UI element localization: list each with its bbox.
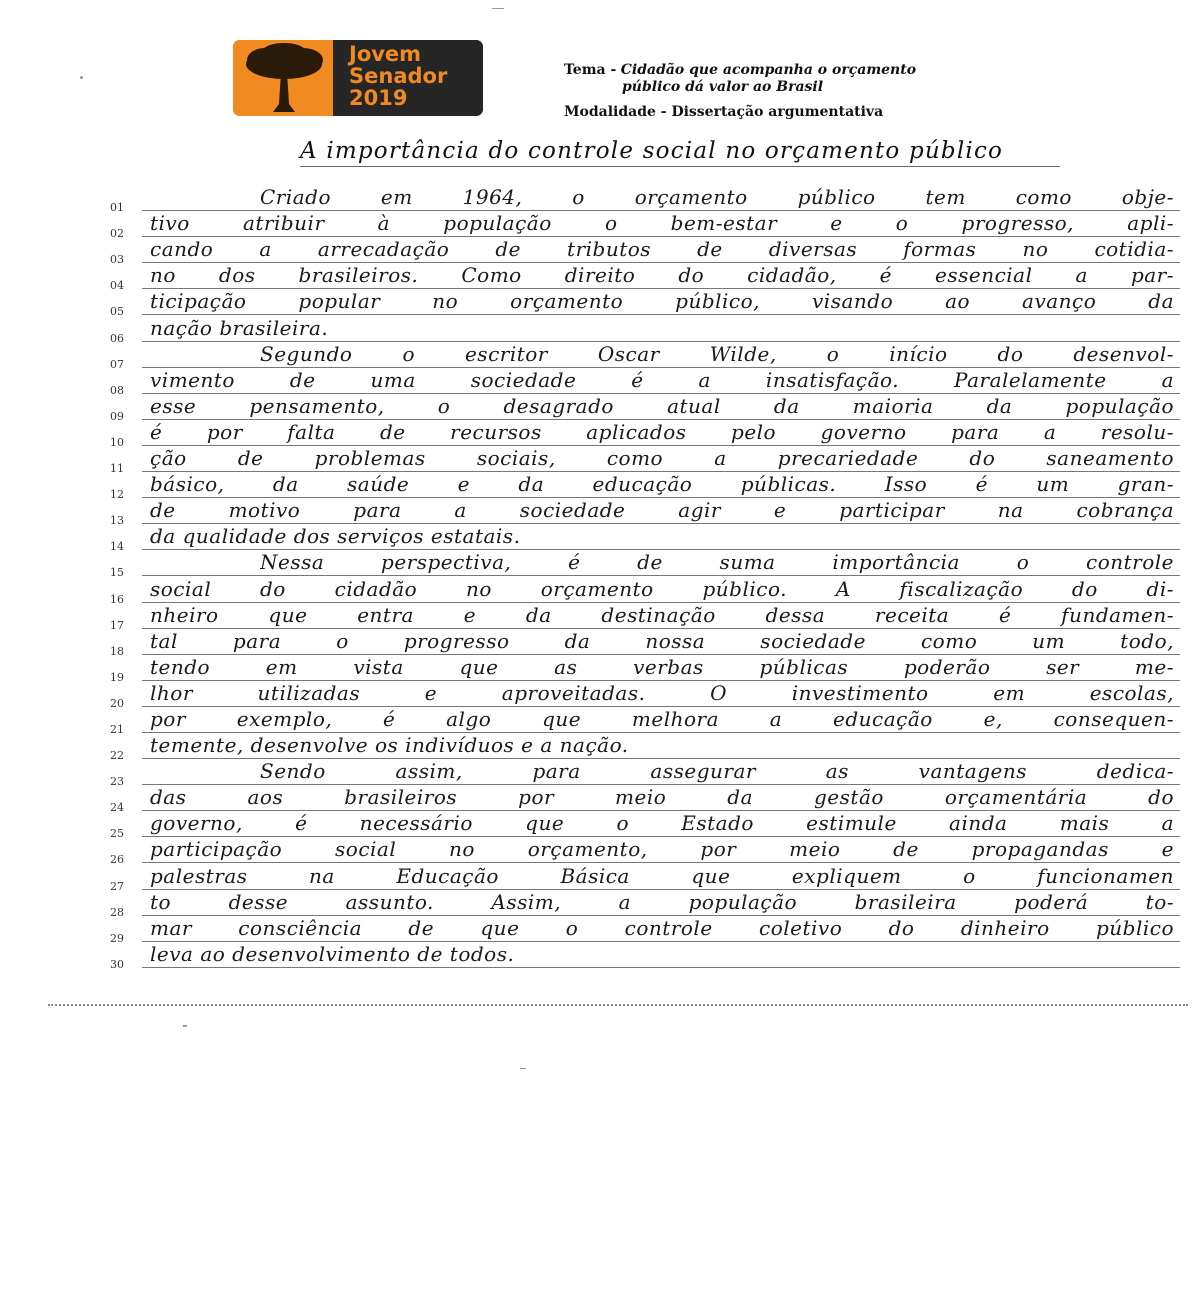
handwritten-text: lhor utilizadas e aproveitadas. O investimento em escolas, — [150, 680, 1174, 705]
handwritten-text: nação brasileira. — [150, 315, 329, 340]
line-number: 10 — [110, 435, 124, 449]
essay-line — [110, 889, 1180, 919]
handwritten-text: cando a arrecadação de tributos de diversas formas no cotidia- — [150, 237, 1174, 262]
line-number: 17 — [110, 618, 124, 632]
essay-line — [110, 211, 1180, 241]
essay-line — [110, 759, 1180, 789]
line-number: 30 — [110, 957, 124, 971]
handwritten-text: vimento de uma sociedade é a insatisfação. Paralelamente a — [150, 367, 1174, 392]
essay-line — [110, 393, 1180, 423]
essay-line — [110, 915, 1180, 945]
handwritten-text: básico, da saúde e da educação públicas. Isso é um gran- — [150, 472, 1174, 497]
essay-line — [110, 498, 1180, 528]
jovem-senador-logo — [233, 40, 483, 116]
line-number: 29 — [110, 931, 124, 945]
handwritten-text: Criado em 1964, o orçamento público tem como obje- — [260, 185, 1174, 210]
handwritten-text: Sendo assim, para assegurar as vantagens dedica- — [260, 759, 1174, 784]
essay-line — [110, 472, 1180, 502]
tema-text-2: público dá valor ao Brasil — [622, 79, 824, 95]
essay-line — [110, 811, 1180, 841]
essay-line — [110, 628, 1180, 658]
line-number: 25 — [110, 827, 124, 841]
tema-header — [564, 62, 916, 79]
line-number: 23 — [110, 775, 124, 789]
handwritten-text: Nessa perspectiva, é de suma importância o controle — [260, 550, 1174, 575]
handwritten-text: das aos brasileiros por meio da gestão orçamentária do — [150, 785, 1174, 810]
tree-icon — [241, 42, 327, 114]
handwritten-text: é por falta de recursos aplicados pelo governo para a resolu- — [150, 419, 1174, 444]
essay-line — [110, 419, 1180, 449]
line-number: 27 — [110, 879, 124, 893]
line-number: 12 — [110, 488, 124, 502]
handwritten-text: ção de problemas sociais, como a precariedade do saneamento — [150, 446, 1174, 471]
line-number: 16 — [110, 592, 124, 606]
logo-line-1: Jovem — [349, 42, 422, 66]
essay-line — [110, 524, 1180, 554]
essay-line — [110, 654, 1180, 684]
handwritten-text: Segundo o escritor Oscar Wilde, o início do desenvol- — [260, 341, 1174, 366]
modalidade-header: Modalidade - Dissertação argumentativa — [564, 104, 884, 120]
line-number: 24 — [110, 801, 124, 815]
handwritten-text: da qualidade dos serviços estatais. — [150, 524, 521, 549]
essay-line — [110, 680, 1180, 710]
scan-mark — [80, 76, 83, 79]
logo-tree-panel — [233, 40, 333, 116]
scan-mark — [183, 1025, 187, 1027]
line-number: 20 — [110, 696, 124, 710]
handwritten-text: nheiro que entra e da destinação dessa receita é fundamen- — [150, 602, 1174, 627]
tema-text-1: Cidadão que acompanha o orçamento — [620, 62, 917, 78]
essay-line — [110, 341, 1180, 371]
line-number: 07 — [110, 357, 124, 371]
line-number: 14 — [110, 540, 124, 554]
essay-lines — [110, 185, 1180, 971]
handwritten-text: governo, é necessário que o Estado estimule ainda mais a — [150, 811, 1174, 836]
essay-line — [110, 367, 1180, 397]
essay-line — [110, 315, 1180, 345]
essay-line — [110, 863, 1180, 893]
essay-title: A importância do controle social no orçamento público — [300, 138, 1060, 167]
line-number: 15 — [110, 566, 124, 580]
handwritten-text: tendo em vista que as verbas públicas poderão ser me- — [150, 654, 1174, 679]
essay-line — [110, 185, 1180, 215]
essay-line — [110, 602, 1180, 632]
line-number: 22 — [110, 749, 124, 763]
line-number: 18 — [110, 644, 124, 658]
essay-line — [110, 237, 1180, 267]
ruled-line — [142, 967, 1180, 968]
handwritten-text: leva ao desenvolvimento de todos. — [150, 941, 515, 966]
handwritten-text: tal para o progresso da nossa sociedade como um todo, — [150, 628, 1174, 653]
essay-line — [110, 263, 1180, 293]
line-number: 26 — [110, 853, 124, 867]
handwritten-text: mar consciência de que o controle coletivo do dinheiro público — [150, 915, 1174, 940]
line-number: 06 — [110, 331, 124, 345]
handwritten-text: de motivo para a sociedade agir e participar na cobrança — [150, 498, 1174, 523]
essay-line — [110, 706, 1180, 736]
line-number: 05 — [110, 305, 124, 319]
logo-line-2: Senador — [349, 64, 448, 88]
logo-line-3: 2019 — [349, 86, 408, 110]
line-number: 08 — [110, 383, 124, 397]
essay-line — [110, 550, 1180, 580]
handwritten-text: temente, desenvolve os indivíduos e a nação. — [150, 733, 629, 758]
handwritten-text: participação social no orçamento, por meio de propagandas e — [150, 837, 1174, 862]
essay-line — [110, 785, 1180, 815]
essay-line — [110, 733, 1180, 763]
handwritten-text: social do cidadão no orçamento público. A fiscalização do di- — [150, 576, 1174, 601]
handwritten-text: por exemplo, é algo que melhora a educação e, consequen- — [150, 706, 1174, 731]
line-number: 03 — [110, 253, 124, 267]
line-number: 02 — [110, 227, 124, 241]
handwritten-text: ticipação popular no orçamento público, visando ao avanço da — [150, 289, 1174, 314]
handwritten-text: tivo atribuir à população o bem-estar e o progresso, apli- — [150, 211, 1174, 236]
line-number: 28 — [110, 905, 124, 919]
line-number: 04 — [110, 279, 124, 293]
essay-line — [110, 289, 1180, 319]
page-divider — [48, 1004, 1188, 1006]
handwritten-text: palestras na Educação Básica que expliquem o funcionamen — [150, 863, 1174, 888]
scan-mark — [492, 8, 504, 9]
essay-line — [110, 941, 1180, 971]
logo-text — [349, 43, 479, 109]
line-number: 13 — [110, 514, 124, 528]
handwritten-text: esse pensamento, o desagrado atual da maioria da população — [150, 393, 1174, 418]
essay-line — [110, 837, 1180, 867]
scan-mark — [520, 1068, 526, 1069]
line-number: 19 — [110, 670, 124, 684]
handwritten-text: no dos brasileiros. Como direito do cidadão, é essencial a par- — [150, 263, 1174, 288]
handwritten-text: to desse assunto. Assim, a população brasileira poderá to- — [150, 889, 1174, 914]
line-number: 11 — [110, 462, 124, 476]
line-number: 01 — [110, 201, 124, 215]
line-number: 21 — [110, 722, 124, 736]
tema-label: Tema - — [564, 62, 617, 78]
essay-line — [110, 576, 1180, 606]
essay-line — [110, 446, 1180, 476]
line-number: 09 — [110, 409, 124, 423]
